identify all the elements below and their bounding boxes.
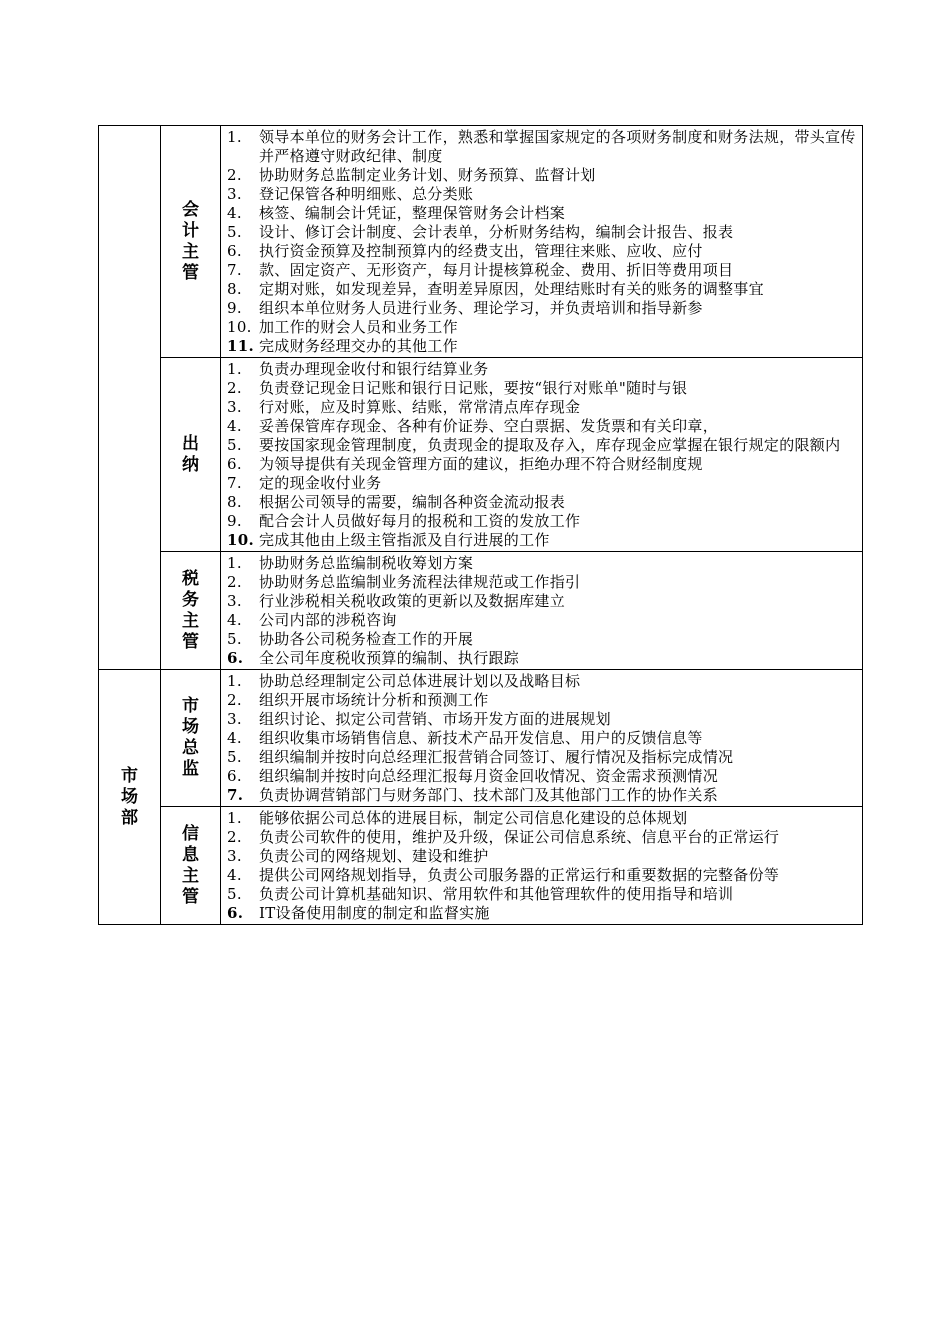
task-text: 负责公司的网络规划、建设和维护 — [259, 847, 489, 865]
department-name: 市 场 部 — [121, 765, 138, 828]
task-item — [227, 554, 856, 573]
task-item — [227, 166, 856, 185]
task-text: 负责协调营销部门与财务部门、技术部门及其他部门工作的协作关系 — [259, 786, 719, 804]
task-number: 2. — [227, 691, 242, 709]
task-number: 2. — [227, 379, 242, 397]
role-row — [99, 807, 863, 925]
role-cell — [161, 670, 221, 807]
tasks-cell — [221, 358, 863, 552]
task-item — [227, 280, 856, 299]
department-cell — [99, 126, 161, 670]
task-item — [227, 128, 856, 166]
task-item — [227, 866, 856, 885]
task-item — [227, 729, 856, 748]
task-number: 11. — [227, 337, 254, 355]
task-number: 3. — [227, 710, 242, 728]
task-item — [227, 512, 856, 531]
task-text: 款、固定资产、无形资产，每月计提核算税金、费用、折旧等费用项目 — [259, 261, 734, 279]
task-text: 提供公司网络规划指导，负责公司服务器的正常运行和重要数据的完整备份等 — [259, 866, 780, 884]
task-text: 组织开展市场统计分析和预测工作 — [259, 691, 489, 709]
task-text: 能够依据公司总体的进展目标，制定公司信息化建设的总体规划 — [259, 809, 688, 827]
role-name: 市 场 总 监 — [182, 696, 199, 779]
task-text: 登记保管各种明细账、总分类账 — [259, 185, 474, 203]
task-number: 4. — [227, 204, 242, 222]
role-cell — [161, 126, 221, 358]
tasks-cell — [221, 552, 863, 670]
task-number: 5. — [227, 436, 242, 454]
task-item — [227, 360, 856, 379]
task-number: 3. — [227, 592, 242, 610]
task-number: 10. — [227, 318, 252, 336]
task-item — [227, 299, 856, 318]
task-number: 2. — [227, 573, 242, 591]
task-text: 加工作的财会人员和业务工作 — [259, 318, 458, 336]
task-item — [227, 809, 856, 828]
task-number: 6. — [227, 455, 242, 473]
task-text: 设计、修订会计制度、会计表单，分析财务结构，编制会计报告、报表 — [259, 223, 734, 241]
task-item — [227, 767, 856, 786]
task-text: 妥善保管库存现金、各种有价证券、空白票据、发货票和有关印章， — [259, 417, 719, 435]
role-row — [99, 670, 863, 807]
department-cell — [99, 670, 161, 925]
task-number: 6. — [227, 904, 244, 922]
task-text: 行对账，应及时算账、结账，常常清点库存现金 — [259, 398, 581, 416]
task-list — [221, 552, 862, 669]
task-number: 5. — [227, 748, 242, 766]
task-text: 根据公司领导的需要，编制各种资金流动报表 — [259, 493, 566, 511]
task-list — [221, 358, 862, 551]
role-row — [99, 552, 863, 670]
task-number: 5. — [227, 885, 242, 903]
task-number: 8. — [227, 280, 242, 298]
role-name: 信 息 主 管 — [182, 823, 199, 907]
task-text: 协助财务总监编制税收筹划方案 — [259, 554, 474, 572]
task-text: 负责办理现金收付和银行结算业务 — [259, 360, 489, 378]
task-text: IT设备使用制度的制定和监督实施 — [259, 904, 490, 922]
role-cell — [161, 358, 221, 552]
task-item — [227, 748, 856, 767]
task-number: 8. — [227, 493, 242, 511]
tasks-cell — [221, 126, 863, 358]
task-item — [227, 398, 856, 417]
task-text: 负责登记现金日记账和银行日记账，要按“银行对账单"随时与银 — [259, 379, 688, 397]
role-name: 出 纳 — [182, 433, 199, 475]
task-item — [227, 691, 856, 710]
tasks-cell — [221, 807, 863, 925]
task-item — [227, 592, 856, 611]
task-number: 6. — [227, 767, 242, 785]
task-number: 7. — [227, 261, 242, 279]
task-number: 5. — [227, 223, 242, 241]
role-name: 会 计 主 管 — [182, 199, 199, 283]
task-number: 1. — [227, 809, 242, 827]
task-number: 1. — [227, 128, 242, 146]
task-number: 5. — [227, 630, 242, 648]
task-number: 2. — [227, 166, 242, 184]
task-item — [227, 417, 856, 436]
role-row — [99, 126, 863, 358]
task-number: 9. — [227, 512, 242, 530]
task-item — [227, 223, 856, 242]
task-text: 为领导提供有关现金管理方面的建议，拒绝办理不符合财经制度规 — [259, 455, 703, 473]
task-text: 行业涉税相关税收政策的更新以及数据库建立 — [259, 592, 566, 610]
task-text: 全公司年度税收预算的编制、执行跟踪 — [259, 649, 520, 667]
task-number: 1. — [227, 554, 242, 572]
task-number: 6. — [227, 242, 242, 260]
task-item — [227, 630, 856, 649]
task-list — [221, 670, 862, 806]
task-text: 公司内部的涉税咨询 — [259, 611, 397, 629]
role-cell — [161, 552, 221, 670]
task-text: 完成财务经理交办的其他工作 — [259, 337, 458, 355]
task-number: 2. — [227, 828, 242, 846]
task-item — [227, 493, 856, 512]
task-number: 4. — [227, 866, 242, 884]
task-text: 组织编制并按时向总经理汇报每月资金回收情况、资金需求预测情况 — [259, 767, 719, 785]
task-number: 1. — [227, 672, 242, 690]
task-item — [227, 261, 856, 280]
task-item — [227, 611, 856, 630]
task-text: 定的现金收付业务 — [259, 474, 382, 492]
task-text: 组织讨论、拟定公司营销、市场开发方面的进展规划 — [259, 710, 611, 728]
task-item — [227, 436, 856, 455]
task-text: 协助总经理制定公司总体进展计划以及战略目标 — [259, 672, 581, 690]
role-row — [99, 358, 863, 552]
task-item — [227, 672, 856, 691]
task-list — [221, 807, 862, 924]
task-number: 4. — [227, 729, 242, 747]
task-item — [227, 337, 856, 356]
task-item — [227, 828, 856, 847]
task-item — [227, 649, 856, 668]
task-item — [227, 710, 856, 729]
role-name: 税 务 主 管 — [182, 568, 199, 652]
task-number: 10. — [227, 531, 254, 549]
task-text: 负责公司软件的使用，维护及升级，保证公司信息系统、信息平台的正常运行 — [259, 828, 780, 846]
task-item — [227, 204, 856, 223]
task-text: 配合会计人员做好每月的报税和工资的发放工作 — [259, 512, 581, 530]
task-item — [227, 904, 856, 923]
task-text: 组织编制并按时向总经理汇报营销合同签订、履行情况及指标完成情况 — [259, 748, 734, 766]
task-item — [227, 242, 856, 261]
task-item — [227, 573, 856, 592]
task-item — [227, 847, 856, 866]
task-number: 7. — [227, 474, 242, 492]
task-number: 3. — [227, 185, 242, 203]
task-text: 定期对账，如发现差异，查明差异原因，处理结账时有关的账务的调整事宜 — [259, 280, 764, 298]
task-text: 负责公司计算机基础知识、常用软件和其他管理软件的使用指导和培训 — [259, 885, 734, 903]
task-text: 核签、编制会计凭证，整理保管财务会计档案 — [259, 204, 566, 222]
task-item — [227, 531, 856, 550]
task-number: 4. — [227, 417, 242, 435]
task-number: 3. — [227, 398, 242, 416]
task-number: 7. — [227, 786, 244, 804]
task-item — [227, 379, 856, 398]
task-text: 完成其他由上级主管指派及自行进展的工作 — [259, 531, 550, 549]
task-text: 领导本单位的财务会计工作，熟悉和掌握国家规定的各项财务制度和财务法规，带头宣传并严格遵守财政纪律、制度 — [259, 128, 856, 165]
task-number: 1. — [227, 360, 242, 378]
duty-table — [98, 125, 863, 925]
task-text: 协助各公司税务检查工作的开展 — [259, 630, 474, 648]
task-item — [227, 185, 856, 204]
role-cell — [161, 807, 221, 925]
task-text: 组织收集市场销售信息、新技术产品开发信息、用户的反馈信息等 — [259, 729, 703, 747]
task-text: 协助财务总监编制业务流程法律规范或工作指引 — [259, 573, 581, 591]
task-text: 组织本单位财务人员进行业务、理论学习，并负责培训和指导新参 — [259, 299, 703, 317]
task-list — [221, 126, 862, 357]
task-item — [227, 786, 856, 805]
task-number: 3. — [227, 847, 242, 865]
task-text: 要按国家现金管理制度，负责现金的提取及存入，库存现金应掌握在银行规定的限额内 — [259, 436, 841, 454]
task-item — [227, 455, 856, 474]
task-number: 4. — [227, 611, 242, 629]
task-item — [227, 318, 856, 337]
task-number: 6. — [227, 649, 244, 667]
tasks-cell — [221, 670, 863, 807]
task-text: 执行资金预算及控制预算内的经费支出，管理往来账、应收、应付 — [259, 242, 703, 260]
task-text: 协助财务总监制定业务计划、财务预算、监督计划 — [259, 166, 596, 184]
task-item — [227, 885, 856, 904]
task-number: 9. — [227, 299, 242, 317]
task-item — [227, 474, 856, 493]
